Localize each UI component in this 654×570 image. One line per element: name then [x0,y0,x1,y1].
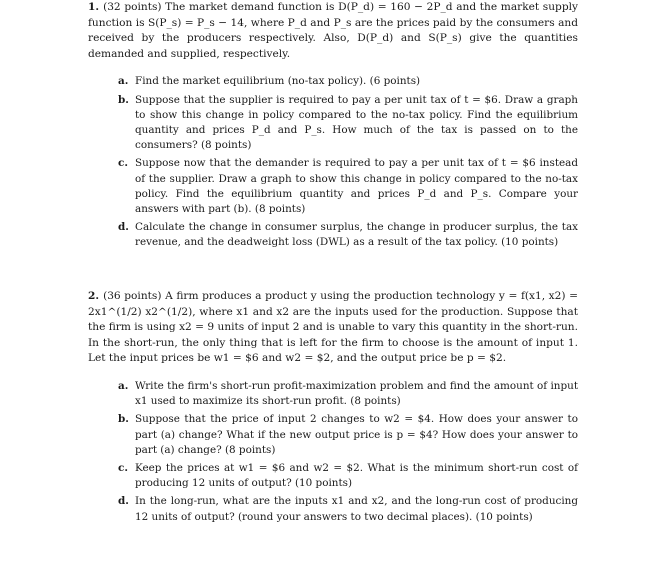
part-text: Suppose now that the demander is required to pay a per unit tax of t = $6 instead of the supplier. Draw a graph to show this change in policy compared to the no-tax policy. Find the equilibrium quantity and prices P_d and P_s. Compare your answers with part (b). (8 points) [135,157,578,215]
problem-2-parts [88,379,578,525]
part-text: Suppose that the supplier is required to pay a per unit tax of t = $6. Draw a graph to show this change in policy compared to the no-tax policy. Find the equilibrium quantity and prices P_d and P_s. How much of the tax is passed on to the consumers? (8 points) [135,93,578,152]
problem-2-statement [88,289,578,367]
problem-1-part-a [105,74,578,89]
problem-text: (36 points) A firm produces a product y using the production technology y = f(x1, x2) = 2x1^(1/2) x2^(1/2), where x1 and x2 are the inputs used for the production. Suppose that the firm is using x2 = 9 units of input 2 and is unable to vary this quantity in the short-run. In the short-run, the only thing that is left for the firm to choose is the amount of input 1. Let the input prices be w1 = $6 and w2 = $2, and the output price be p = $2. [88,290,578,365]
problem-text: (32 points) The market demand function is D(P_d) = 160 − 2P_d and the market supply function is S(P_s) = P_s − 14, where P_d and P_s are the prices paid by the consumers and received by the producers respectively. Also, D(P_d) and S(P_s) give the quantities demanded and supplied, respectively. [88,1,578,60]
part-text: Keep the prices at w1 = $6 and w2 = $2. What is the minimum short-run cost of producing 12 units of output? (10 points) [135,461,578,490]
part-text: Find the market equilibrium (no-tax policy). (6 points) [135,75,421,88]
part-text: Suppose that the price of input 2 changes to w2 = $4. How does your answer to part (a) change? What if the new output price is p = $4? How does your answer to part (a) change? (8 points) [135,413,578,456]
problem-number: 2. [88,290,100,302]
problem-2 [88,289,578,528]
part-label: d. [118,495,129,508]
problem-2-part-d [105,494,578,524]
part-label: b. [118,413,129,426]
part-label: d. [118,221,129,234]
problem-2-part-c [105,461,578,491]
problem-2-part-a [105,379,578,409]
part-label: c. [118,461,128,474]
part-label: b. [118,93,129,106]
part-label: a. [118,379,129,392]
problem-1-statement [88,0,578,62]
problem-2-part-b [105,412,578,458]
part-label: a. [118,75,129,88]
part-text: In the long-run, what are the inputs x1 and x2, and the long-run cost of producing 12 units of output? (round your answers to two decimal places). (10 points) [135,495,578,523]
part-text: Calculate the change in consumer surplus, the change in producer surplus, the tax revenue, and the deadweight loss (DWL) as a result of the tax policy. (10 points) [135,221,578,249]
problem-1-part-c [105,156,578,217]
problem-number: 1. [88,1,100,13]
part-text: Write the firm's short-run profit-maximization problem and find the amount of input x1 used to maximize its short-run profit. (8 points) [135,379,578,408]
problem-1-part-b [105,93,578,154]
problem-1 [88,0,578,254]
part-label: c. [118,157,128,170]
problem-1-part-d [105,220,578,250]
problem-1-parts [88,74,578,250]
